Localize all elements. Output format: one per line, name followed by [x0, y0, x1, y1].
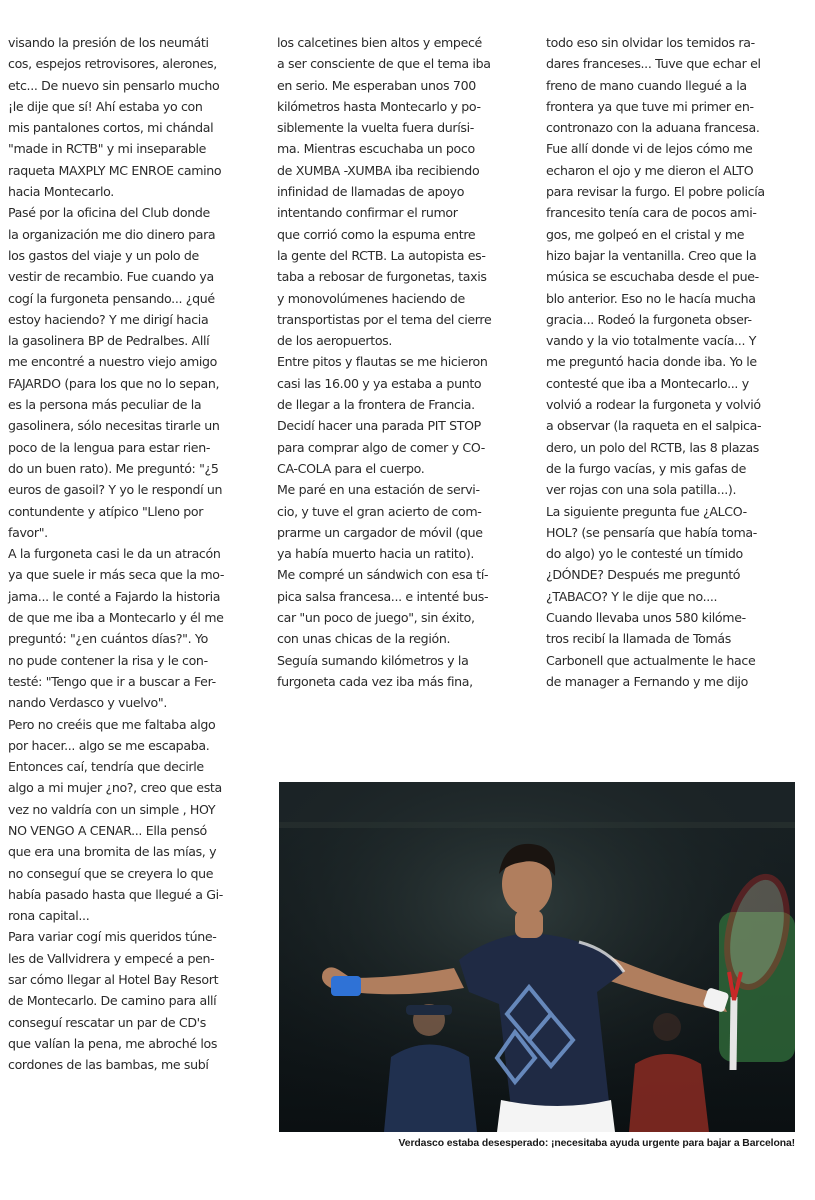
article-line: mis pantalones cortos, mi chándal — [8, 120, 214, 136]
article-column-3 — [546, 32, 804, 692]
article-line: gracia... Rodeó la furgoneta obser- — [546, 311, 752, 327]
article-line: cio, y tuve el gran acierto de com- — [277, 503, 482, 519]
article-line: Decidí hacer una parada PIT STOP — [277, 418, 481, 434]
article-line: ver rojas con una sola patilla...). — [546, 482, 737, 498]
article-line: y monovolúmenes haciendo de — [277, 290, 465, 306]
article-line: euros de gasoil? Y yo le respondí un — [8, 482, 223, 498]
article-line: ¿DÓNDE? Después me preguntó — [546, 567, 741, 583]
article-line: con unas chicas de la región. — [277, 631, 451, 647]
article-line: kilómetros hasta Montecarlo y po- — [277, 98, 481, 114]
article-line: de Montecarlo. De camino para allí — [8, 993, 217, 1009]
article-line: había pasado hasta que llegué a Gi- — [8, 886, 223, 902]
article-line: Me paré en una estación de servi- — [277, 482, 480, 498]
article-line: La siguiente pregunta fue ¿ALCO- — [546, 503, 747, 519]
article-line: les de Vallvidrera y empecé a pen- — [8, 950, 215, 966]
article-line: do un buen rato). Me preguntó: "¿5 — [8, 460, 219, 476]
article-line: por hacer... algo se me escapaba. — [8, 737, 210, 753]
article-line: ¡le dije que sí! Ahí estaba yo con — [8, 98, 203, 114]
article-line: car "un poco de juego", sin éxito, — [277, 610, 475, 626]
article-line: Fue allí donde vi de lejos cómo me — [546, 141, 753, 157]
article-line: poco de la lengua para estar rien- — [8, 439, 211, 455]
article-line: vestir de recambio. Fue cuando ya — [8, 269, 214, 285]
article-column-1 — [8, 32, 266, 1076]
article-line: de que me iba a Montecarlo y él me — [8, 610, 224, 626]
article-line: taba a rebosar de furgonetas, taxis — [277, 269, 487, 285]
article-line: música se escuchaba desde el pue- — [546, 269, 759, 285]
article-line: contronazo con la aduana francesa. — [546, 120, 760, 136]
article-line: a ser consciente de que el tema iba — [277, 56, 491, 72]
article-line: los calcetines bien altos y empecé — [277, 35, 482, 50]
article-line: de XUMBA -XUMBA iba recibiendo — [277, 162, 480, 178]
article-line: do algo) yo le contesté un tímido — [546, 546, 743, 562]
article-line: Carbonell que actualmente le hace — [546, 652, 756, 668]
article-line: testé: "Tengo que ir a buscar a Fer- — [8, 673, 216, 689]
tennis-player-photo — [279, 782, 795, 1132]
article-line: FAJARDO (para los que no lo sepan, — [8, 375, 220, 391]
article-column-2 — [277, 32, 535, 692]
article-line: Pero no creéis que me faltaba algo — [8, 716, 216, 732]
article-line: de los aeropuertos. — [277, 333, 393, 349]
article-line: cos, espejos retrovisores, alerones, — [8, 56, 217, 72]
article-line: hizo bajar la ventanilla. Creo que la — [546, 247, 757, 263]
article-line: gos, me golpeó en el cristal y me — [546, 226, 745, 242]
article-line: nando Verdasco y vuelvo". — [8, 695, 167, 711]
article-line: sar cómo llegar al Hotel Bay Resort — [8, 972, 219, 988]
article-line: no conseguí que se creyera lo que — [8, 865, 214, 881]
article-line: que corrió como la espuma entre — [277, 226, 476, 242]
article-line: Me compré un sándwich con esa tí- — [277, 567, 489, 583]
article-line: echaron el ojo y me dieron el ALTO — [546, 162, 754, 178]
article-line: favor". — [8, 524, 48, 540]
article-line: en serio. Me esperaban unos 700 — [277, 77, 476, 93]
article-line: rona capital... — [8, 908, 90, 924]
article-line: Cuando llevaba unos 580 kilóme- — [546, 610, 746, 626]
article-line: A la furgoneta casi le da un atracón — [8, 546, 221, 562]
article-line: Entonces caí, tendría que decirle — [8, 759, 204, 775]
article-line: algo a mi mujer ¿no?, creo que esta — [8, 780, 222, 796]
article-line: ¿TABACO? Y le dije que no.... — [546, 588, 718, 604]
article-line: casi las 16.00 y ya estaba a punto — [277, 375, 482, 391]
article-line: dero, un polo del RCTB, las 8 plazas — [546, 439, 760, 455]
article-line: me preguntó hacia donde iba. Yo le — [546, 354, 757, 370]
article-line: intentando confirmar el rumor — [277, 205, 458, 221]
article-line: volvió a rodear la furgoneta y volvió — [546, 397, 761, 413]
article-line: que era una bromita de las mías, y — [8, 844, 217, 860]
article-line: Para variar cogí mis queridos túne- — [8, 929, 217, 945]
article-line: la organización me dio dinero para — [8, 226, 216, 242]
article-line: para revisar la furgo. El pobre policía — [546, 184, 765, 200]
article-line: Seguía sumando kilómetros y la — [277, 652, 469, 668]
article-line: todo eso sin olvidar los temidos ra- — [546, 35, 755, 50]
article-line: que valían la pena, me abroché los — [8, 1035, 218, 1051]
article-line: contesté que iba a Montecarlo... y — [546, 375, 749, 391]
article-line: no pude contener la risa y le con- — [8, 652, 208, 668]
article-line: cordones de las bambas, me subí — [8, 1057, 209, 1073]
article-line: pica salsa francesa... e intenté bus- — [277, 588, 489, 604]
left-wristband — [331, 976, 361, 996]
article-line: hacia Montecarlo. — [8, 184, 114, 200]
article-line: es la persona más peculiar de la — [8, 397, 202, 413]
article-line: contundente y atípico "Lleno por — [8, 503, 204, 519]
article-line: etc... De nuevo sin pensarlo mucho — [8, 77, 220, 93]
article-line: cogí la furgoneta pensando... ¿qué — [8, 290, 215, 306]
article-line: ma. Mientras escuchaba un poco — [277, 141, 475, 157]
article-line: estoy haciendo? Y me dirigí hacia — [8, 311, 209, 327]
article-line: conseguí rescatar un par de CD's — [8, 1014, 207, 1030]
article-line: prarme un cargador de móvil (que — [277, 524, 483, 540]
photo-caption: Verdasco estaba desesperado: ¡necesitaba ayuda urgente para bajar a Barcelona! — [398, 1138, 795, 1149]
article-line: francesito tenía cara de pocos ami- — [546, 205, 757, 221]
article-line: freno de mano cuando llegué a la — [546, 77, 747, 93]
article-line: vando y la vio totalmente vacía... Y — [546, 333, 757, 349]
article-line: furgoneta cada vez iba más fina, — [277, 673, 473, 689]
article-line: Pasé por la oficina del Club donde — [8, 205, 210, 221]
article-line: Entre pitos y flautas se me hicieron — [277, 354, 488, 370]
article-line: vez no valdría con un simple , HOY — [8, 801, 216, 817]
article-line: para comprar algo de comer y CO- — [277, 439, 485, 455]
article-line: de llegar a la frontera de Francia. — [277, 397, 475, 413]
article-line: a observar (la raqueta en el salpica- — [546, 418, 762, 434]
article-line: blo anterior. Eso no le hacía mucha — [546, 290, 756, 306]
article-line: CA-COLA para el cuerpo. — [277, 460, 425, 476]
article-line: raqueta MAXPLY MC ENROE camino — [8, 162, 222, 178]
article-line: infinidad de llamadas de apoyo — [277, 184, 465, 200]
article-line: NO VENGO A CENAR... Ella pensó — [8, 822, 207, 838]
article-line: gasolinera, sólo necesitas tirarle un — [8, 418, 220, 434]
article-line: me encontré a nuestro viejo amigo — [8, 354, 218, 370]
article-line: preguntó: "¿en cuántos días?". Yo — [8, 631, 208, 647]
article-line: de la furgo vacías, y mis gafas de — [546, 460, 746, 476]
article-line: tros recibí la llamada de Tomás — [546, 631, 732, 647]
article-line: ya que suele ir más seca que la mo- — [8, 567, 225, 583]
article-line: "made in RCTB" y mi inseparable — [8, 141, 207, 157]
article-line: los gastos del viaje y un polo de — [8, 247, 199, 263]
article-line: siblemente la vuelta fuera durísi- — [277, 120, 474, 136]
article-line: jama... le conté a Fajardo la historia — [8, 588, 221, 604]
article-line: HOL? (se pensaría que había toma- — [546, 524, 757, 540]
article-line: de manager a Fernando y me dijo — [546, 673, 749, 689]
article-line: dares franceses... Tuve que echar el — [546, 56, 761, 72]
photo-illustration — [279, 782, 795, 1132]
article-line: la gente del RCTB. La autopista es- — [277, 247, 486, 263]
article-line: frontera ya que tuve mi primer en- — [546, 98, 754, 114]
article-line: transportistas por el tema del cierre — [277, 311, 492, 327]
article-line: visando la presión de los neumáti — [8, 35, 209, 50]
article-line: la gasolinera BP de Pedralbes. Allí — [8, 333, 210, 349]
article-line: ya había muerto hacia un ratito). — [277, 546, 475, 562]
